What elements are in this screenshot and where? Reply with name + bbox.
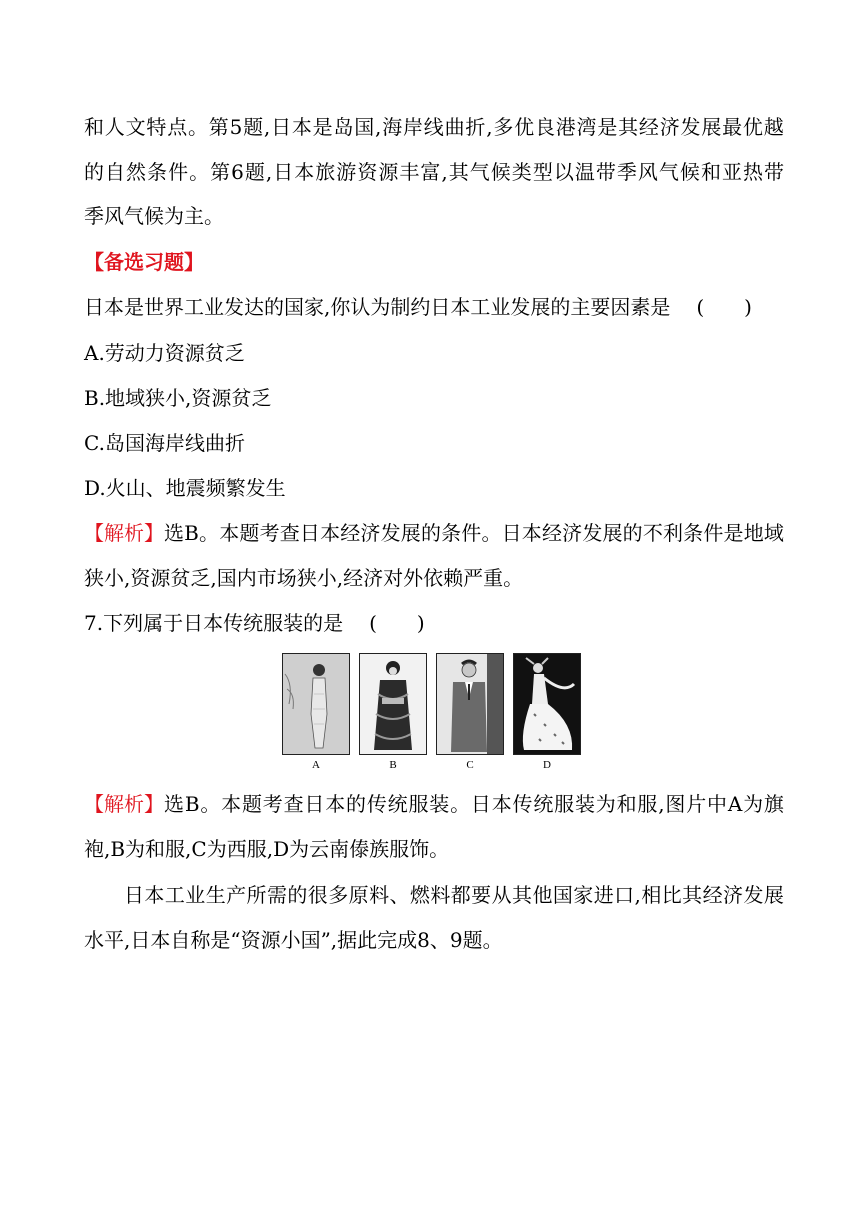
analysis-line: [84, 790, 784, 818]
analysis-line: 狭小,资源贫乏,国内市场狭小,经济对外依赖严重。: [84, 566, 524, 590]
paragraph-line: 日 本 工 业 生 产 所 需 的 很 多 原 料 、 燃 料 都 要 从 其 他 国 家 进 口 , 相 比 其 经 济 发 展: [124, 883, 784, 907]
paragraph-line: 水平,日本自称是“资源小国”,据此完成8、9题。: [84, 928, 503, 952]
analysis-line: 袍,B为和服,C为西服,D为云南傣族服饰。: [84, 837, 450, 861]
analysis-text: 选 B 。 本 题 考 查 日 本 经 济 发 展 的 条 件 。 日 本 经 济 发 展 的 不 利 条 件 是 地 域: [164, 521, 784, 545]
paragraph-line: 的 自 然 条 件 。 第 6 题 , 日 本 旅 游 资 源 丰 富 , 其 气 候 类 型 以 温 带 季 风 气 候 和 亚 热 带: [84, 160, 784, 184]
option-d: D.火山、地震频繁发生: [84, 476, 286, 500]
analysis-label: 【解析】: [84, 521, 164, 545]
analysis-label: 【解析】: [84, 792, 164, 816]
option-c: C.岛国海岸线曲折: [84, 431, 245, 455]
option-a: A.劳动力资源贫乏: [84, 341, 245, 365]
question-text: 日本是世界工业发达的国家,你认为制约日本工业发展的主要因素是: [84, 295, 671, 319]
kimono-photo: [359, 653, 427, 755]
section-heading: 【备选习题】: [84, 250, 204, 274]
analysis-text: 选 B 。 本 题 考 查 日 本 的 传 统 服 装 。 日 本 传 统 服 装 为 和 服 , 图 片 中 A 为 旗: [164, 792, 784, 816]
paragraph-line: 季风气候为主。: [84, 204, 224, 228]
paragraph-line: 和 人 文 特 点 。 第 5 题 , 日 本 是 岛 国 , 海 岸 线 曲 折 , 多 优 良 港 湾 是 其 经 济 发 展 最 优 越: [84, 115, 784, 139]
qipao-photo: [282, 653, 350, 755]
option-b: B.地域狭小,资源贫乏: [84, 386, 272, 410]
question-stem: [84, 609, 784, 637]
dai-costume-photo: [513, 653, 581, 755]
answer-paren: ( ): [696, 295, 752, 319]
answer-paren: ( ): [369, 611, 425, 635]
question-stem: [84, 293, 784, 321]
clothing-images: [282, 653, 582, 778]
analysis-line: [84, 519, 784, 547]
image-label-a: A: [312, 759, 320, 771]
question-text: 7.下列属于日本传统服装的是: [84, 611, 344, 635]
image-label-c: C: [466, 759, 474, 771]
image-label-b: B: [389, 759, 397, 771]
suit-photo: [436, 653, 504, 755]
image-label-d: D: [543, 759, 551, 771]
